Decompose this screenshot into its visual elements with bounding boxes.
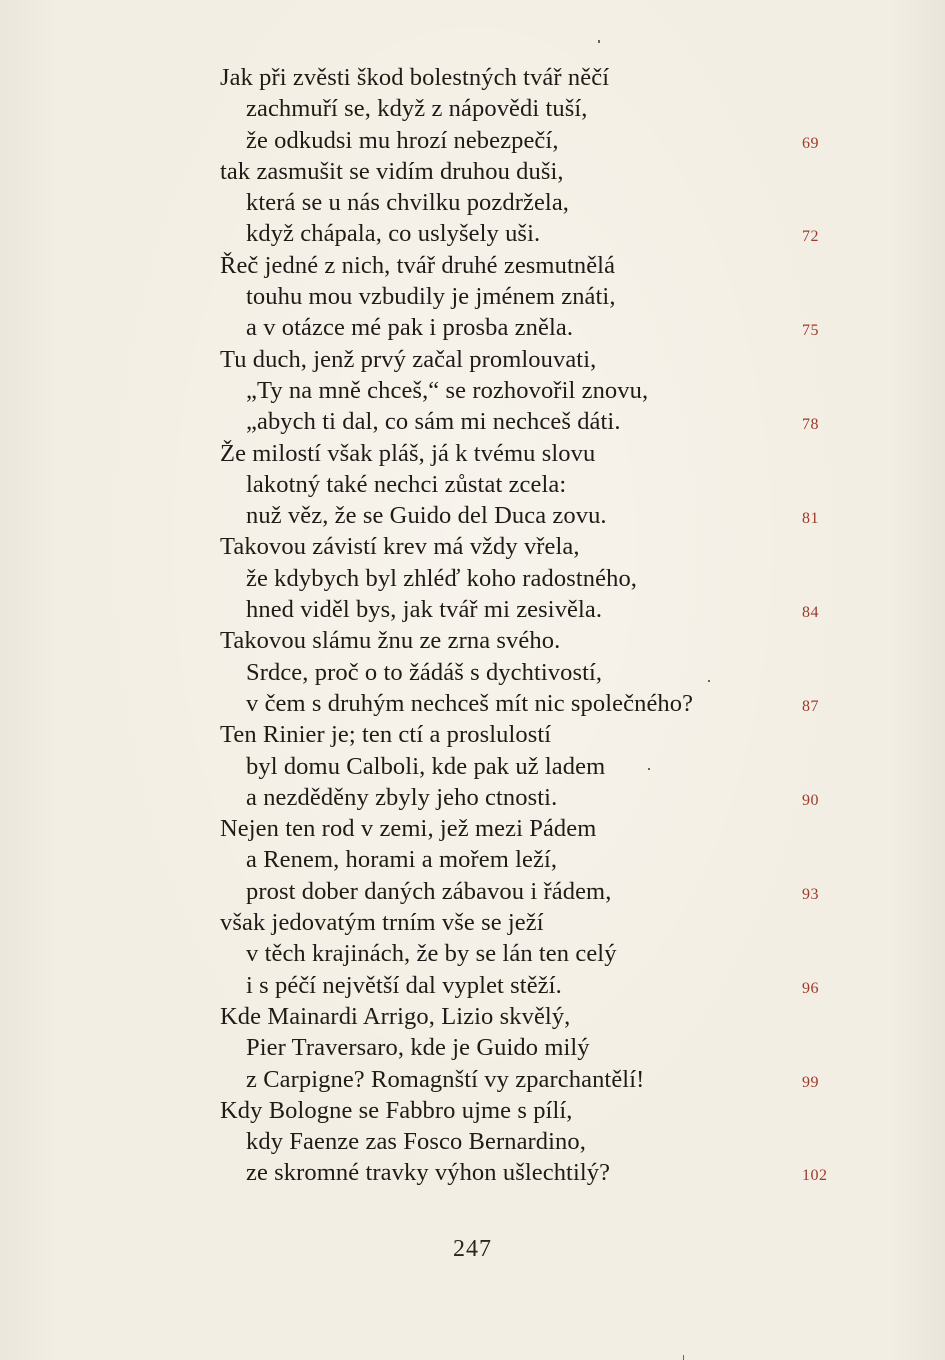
verse-text: kdy Faenze zas Fosco Bernardino, <box>246 1128 586 1156</box>
verse-text: a nezděděny zbyly jeho ctnosti. <box>246 783 558 811</box>
verse-line <box>0 62 945 93</box>
verse-text: která se u nás chvilku pozdržela, <box>246 189 570 217</box>
margin-speck <box>648 768 650 770</box>
verse-text: že odkudsi mu hrozí nebezpečí, <box>246 126 559 154</box>
verse-line <box>0 1001 945 1032</box>
verse-text: „Ty na mně chceš,“ se rozhovořil znovu, <box>246 376 649 404</box>
verse-text: nuž věz, že se Guido del Duca zovu. <box>246 502 607 530</box>
verse-line <box>0 125 945 156</box>
margin-speck <box>598 40 600 43</box>
verse-line <box>0 500 945 531</box>
verse-text: zachmuří se, když z nápovědi tuší, <box>246 95 588 123</box>
line-number: 99 <box>802 1073 819 1091</box>
verse-text: v čem s druhým nechceš mít nic společného? <box>246 689 694 717</box>
verse-line <box>0 688 945 719</box>
verse-line <box>0 594 945 625</box>
verse-line <box>0 813 945 844</box>
verse-line <box>0 876 945 907</box>
verse-text: Ten Rinier je; ten ctí a proslulostí <box>220 721 552 749</box>
line-number: 87 <box>802 697 819 715</box>
line-number: 102 <box>802 1167 828 1185</box>
verse-text: Nejen ten rod v zemi, jež mezi Pádem <box>220 815 597 843</box>
verse-text: a v otázce mé pak i prosba zněla. <box>246 314 574 342</box>
page-number: 247 <box>453 1236 492 1262</box>
verse-text: „abych ti dal, co sám mi nechceš dáti. <box>246 408 621 436</box>
margin-speck <box>708 680 710 682</box>
poem-text <box>0 62 945 1189</box>
verse-text: byl domu Calboli, kde pak už ladem <box>246 752 606 780</box>
verse-line <box>0 187 945 218</box>
verse-line <box>0 751 945 782</box>
verse-line <box>0 563 945 594</box>
verse-line <box>0 907 945 938</box>
verse-line <box>0 1032 945 1063</box>
line-number: 72 <box>802 228 819 246</box>
line-number: 84 <box>802 604 819 622</box>
line-number: 75 <box>802 322 819 340</box>
verse-text: Kdy Bologne se Fabbro ujme s pílí, <box>220 1096 573 1124</box>
verse-text: Takovou slámu žnu ze zrna svého. <box>220 627 561 655</box>
verse-text: a Renem, horami a mořem leží, <box>246 846 558 874</box>
verse-line <box>0 531 945 562</box>
verse-text: touhu mou vzbudily je jménem znáti, <box>246 283 616 311</box>
line-number: 69 <box>802 134 819 152</box>
verse-line <box>0 844 945 875</box>
verse-text: ze skromné travky výhon ušlechtilý? <box>246 1159 611 1187</box>
verse-text: když chápala, co uslyšely uši. <box>246 220 541 248</box>
verse-line <box>0 1095 945 1126</box>
verse-line <box>0 281 945 312</box>
verse-text: prost dober daných zábavou i řádem, <box>246 877 612 905</box>
verse-line <box>0 782 945 813</box>
verse-line <box>0 970 945 1001</box>
verse-text: Pier Traversaro, kde je Guido milý <box>246 1034 590 1062</box>
verse-line <box>0 1157 945 1188</box>
verse-line <box>0 250 945 281</box>
verse-text: Jak při zvěsti škod bolestných tvář něčí <box>220 64 610 91</box>
verse-text: hned viděl bys, jak tvář mi zesivěla. <box>246 596 603 624</box>
verse-text: z Carpigne? Romagnští vy zparchantělí! <box>246 1065 645 1093</box>
verse-line <box>0 625 945 656</box>
verse-line <box>0 1064 945 1095</box>
verse-text: lakotný také nechci zůstat zcela: <box>246 470 567 498</box>
verse-line <box>0 344 945 375</box>
verse-line <box>0 156 945 187</box>
verse-line <box>0 938 945 969</box>
line-number: 90 <box>802 791 819 809</box>
verse-line <box>0 438 945 469</box>
verse-line <box>0 657 945 688</box>
verse-text: Že milostí však pláš, já k tvému slovu <box>220 439 596 467</box>
verse-line <box>0 93 945 124</box>
verse-line <box>0 719 945 750</box>
line-number: 81 <box>802 510 819 528</box>
verse-text: v těch krajinách, že by se lán ten celý <box>246 940 617 968</box>
line-number: 78 <box>802 416 819 434</box>
verse-text: Tu duch, jenž prvý začal promlouvati, <box>220 345 597 373</box>
verse-text: že kdybych byl zhléď koho radostného, <box>246 564 638 592</box>
verse-text: Takovou závistí krev má vždy vřela, <box>220 533 580 561</box>
verse-line <box>0 312 945 343</box>
verse-text: Srdce, proč o to žádáš s dychtivostí, <box>246 658 603 686</box>
verse-text: Kde Mainardi Arrigo, Lizio skvělý, <box>220 1002 571 1030</box>
verse-text: Řeč jedné z nich, tvář druhé zesmutnělá <box>220 251 616 279</box>
verse-text: tak zasmušit se vidím druhou duši, <box>220 157 564 185</box>
verse-line <box>0 218 945 249</box>
verse-line <box>0 375 945 406</box>
verse-line <box>0 469 945 500</box>
verse-text: i s péčí největší dal vyplet stěží. <box>246 971 562 999</box>
verse-line <box>0 1126 945 1157</box>
line-number: 96 <box>802 979 819 997</box>
line-number: 93 <box>802 885 819 903</box>
verse-text: však jedovatým trním vše se ježí <box>220 909 544 937</box>
margin-speck <box>683 1355 684 1360</box>
verse-line <box>0 406 945 437</box>
